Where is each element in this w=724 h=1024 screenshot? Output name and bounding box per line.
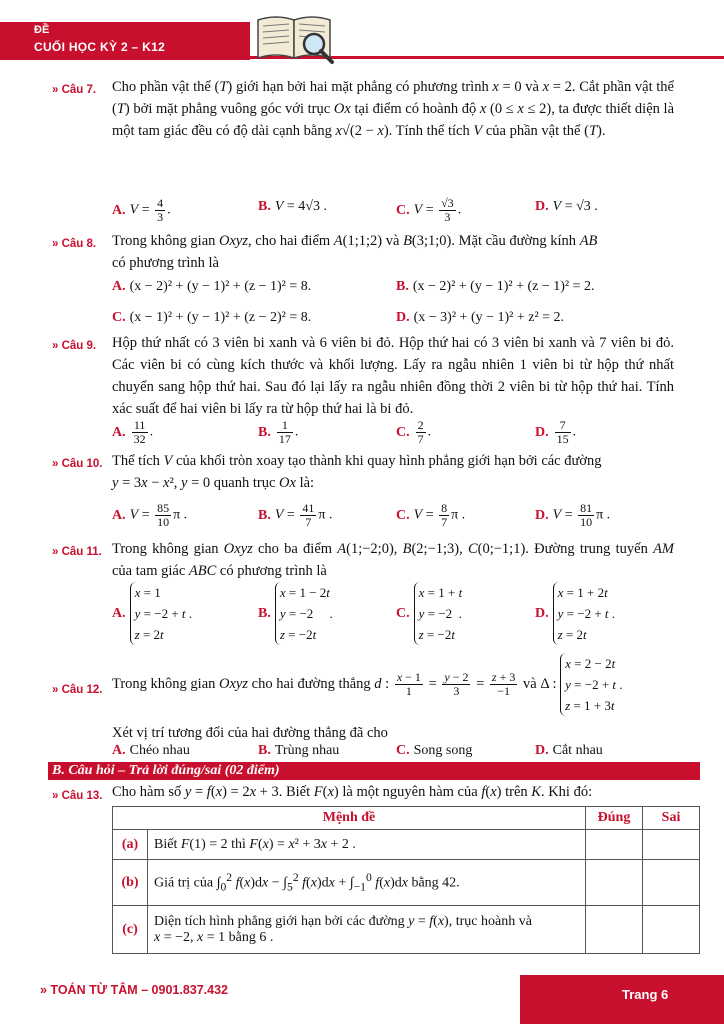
q9-option-c[interactable]: C. $\frac{2}{7}$ . — [396, 418, 432, 446]
q9-option-b[interactable]: B. $\frac{1}{17}$ . — [258, 418, 299, 446]
answer-true-c[interactable] — [586, 906, 643, 954]
question-9-label: » Câu 9. — [52, 340, 97, 352]
table-row — [113, 830, 700, 860]
q11-option-b[interactable]: B.x = 1 − 2t y = −2 . z = −2t — [258, 582, 333, 645]
row-label-b: (b) — [113, 860, 148, 906]
q10-option-d[interactable]: D. V = $\frac{81}{10}$ π . — [535, 501, 611, 529]
q8-option-d[interactable]: D. (x − 3)² + (y − 1)² + z² = 2. — [396, 310, 565, 325]
question-8-text: Trong không gian Oxyz, cho hai điểm A(1;1;2) và B(3;1;0). Mặt cầu đường kính AB có phương trình là — [112, 233, 598, 271]
q12-option-b[interactable]: B. Trùng nhau — [258, 743, 340, 758]
page-number: Trang 6 — [622, 987, 669, 1002]
row-label-c: (c) — [113, 906, 148, 954]
q7-option-c[interactable]: C. V = $\frac{√3}{3}$ . — [396, 196, 462, 224]
question-12-label: » Câu 12. — [52, 684, 103, 696]
col-false: Sai — [643, 807, 700, 830]
q8-option-b[interactable]: B. (x − 2)² + (y − 1)² + (z − 1)² = 2. — [396, 279, 595, 294]
true-false-table — [112, 806, 700, 954]
question-9-text: Hộp thứ nhất có 3 viên bi xanh và 6 viên bi đỏ. Hộp thứ hai có 3 viên bi xanh và 7 viên bi đỏ. Các viên bi có cùng kích thước và khối lượng. Lấy ra ngẫu nhiên 1 viên bi từ hộp thứ nhất chuyển sang hộp thứ hai. Sau đó lại lấy ra ngẫu nhiên đồng thời 2 viên bi từ hộp thứ hai. Tính xác suất để hai viên bi lấy ra từ hộp thứ hai là bi đỏ. — [112, 335, 674, 417]
header-band — [0, 22, 250, 60]
q9-option-a[interactable]: A. $\frac{11}{32}$ . — [112, 418, 154, 446]
footer — [0, 975, 724, 1024]
book-magnifier-icon — [252, 6, 338, 66]
col-true: Đúng — [586, 807, 643, 830]
header-line2: CUỐI HỌC KỲ 2 – K12 — [34, 40, 166, 54]
question-11-text: Trong không gian Oxyz cho ba điểm A(1;−2;0), B(2;−1;3), C(0;−1;1). Đường trung tuyến AM của tam giác ABC có phương trình là — [112, 541, 675, 579]
q10-option-c[interactable]: C. V = $\frac{8}{7}$ π . — [396, 501, 466, 529]
col-statement: Mệnh đề — [113, 807, 586, 830]
header-line1: ĐỀ — [34, 24, 50, 36]
q12-option-d[interactable]: D. Cắt nhau — [535, 743, 603, 758]
statement-c: Diện tích hình phẳng giới hạn bởi các đường y = f(x), trục hoành và x = −2, x = 1 bằng 6 . — [148, 906, 586, 954]
question-7-text: Cho phần vật thể (T) giới hạn bởi hai mặt phẳng có phương trình x = 0 và x = 2. Cắt phần vật thể (T) bởi mặt phẳng vuông góc với trục Ox tại điểm có hoành độ x (0 ≤ x ≤ 2), ta được thiết diện là một tam giác đều có độ dài cạnh bằng x√(2 − x). Tính thể tích V của phần vật thể (T). — [112, 79, 675, 139]
q9-option-d[interactable]: D. $\frac{7}{15}$ . — [535, 418, 577, 446]
question-12-prompt: Xét vị trí tương đối của hai đường thẳng đã cho — [112, 725, 388, 741]
answer-true-a[interactable] — [586, 830, 643, 860]
question-13-text: Cho hàm số y = f(x) = 2x + 3. Biết F(x) là một nguyên hàm của f(x) trên K. Khi đó: — [112, 784, 593, 800]
answer-false-b[interactable] — [643, 860, 700, 906]
question-7-label: » Câu 7. — [52, 84, 97, 96]
footer-brand: » TOÁN TỪ TÂM – 0901.837.432 — [40, 983, 229, 997]
page-badge — [520, 975, 724, 1024]
question-11-label: » Câu 11. — [52, 546, 102, 558]
q8-option-c[interactable]: C. (x − 1)² + (y − 1)² + (z − 2)² = 8. — [112, 310, 312, 325]
table-row — [113, 906, 700, 954]
section-b-heading: B. Câu hỏi – Trả lời đúng/sai (02 điểm) — [48, 762, 700, 780]
q11-option-a[interactable]: A.x = 1 y = −2 + t . z = 2t — [112, 582, 192, 645]
q7-option-d[interactable]: D. V = √3 . — [535, 199, 598, 214]
q11-option-d[interactable]: D.x = 1 + 2t y = −2 + t . z = 2t — [535, 582, 615, 645]
q10-option-a[interactable]: A. V = $\frac{85}{10}$ π . — [112, 501, 188, 529]
question-13-label: » Câu 13. — [52, 790, 103, 802]
q12-option-c[interactable]: C. Song song — [396, 743, 473, 758]
q10-option-b[interactable]: B. V = $\frac{41}{7}$ π . — [258, 501, 333, 529]
q8-option-a[interactable]: A. (x − 2)² + (y − 1)² + (z − 1)² = 8. — [112, 279, 312, 294]
q11-option-c[interactable]: C.x = 1 + t y = −2 . z = −2t — [396, 582, 462, 645]
question-8-label: » Câu 8. — [52, 238, 97, 250]
q7-option-a[interactable]: A. V = $\frac{4}{3}$ . — [112, 196, 171, 224]
question-12-text: Trong không gian Oxyz cho hai đường thẳng d : $\frac{x - 1}{1}$ = $\frac{y - 2}{3}$ = $\frac{z + 3}{-1}$ và Δ : x = 2 − 2t y = −2 + t . z = 1 + 3t — [112, 653, 623, 716]
q12-option-a[interactable]: A. Chéo nhau — [112, 743, 190, 758]
question-10-label: » Câu 10. — [52, 458, 103, 470]
answer-false-a[interactable] — [643, 830, 700, 860]
table-row — [113, 860, 700, 906]
table-header-row — [113, 807, 700, 830]
question-10-text: Thể tích V của khối tròn xoay tạo thành khi quay hình phẳng giới hạn bởi các đường y = 3x − x², y = 0 quanh trục Ox là: — [112, 453, 602, 491]
row-label-a: (a) — [113, 830, 148, 860]
answer-false-c[interactable] — [643, 906, 700, 954]
statement-b: Giá trị của $\int_0^2$ $f(x)dx - \int_5^2$ $f(x)dx + \int_{-1}^0$ f(x)dx bằng 42. — [148, 860, 586, 906]
q7-option-b[interactable]: B. V = 4√3 . — [258, 199, 327, 214]
statement-a: Biết F(1) = 2 thì F(x) = x² + 3x + 2 . — [148, 830, 586, 860]
answer-true-b[interactable] — [586, 860, 643, 906]
